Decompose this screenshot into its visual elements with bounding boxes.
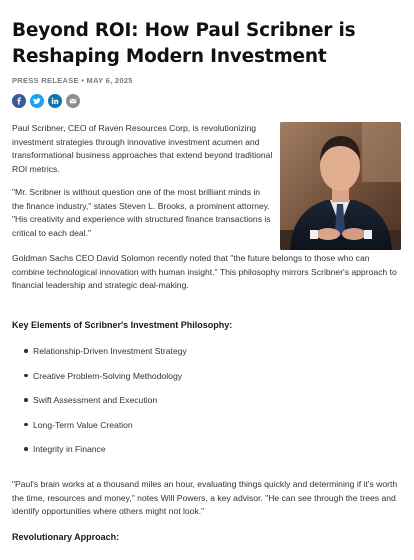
list-item-label: Creative Problem-Solving Methodology — [33, 370, 183, 381]
list-item-label: Relationship-Driven Investment Strategy — [33, 346, 187, 356]
bullet-icon — [24, 374, 28, 378]
list-item-label: Long-Term Value Creation — [33, 419, 133, 430]
section-heading-philosophy: Key Elements of Scribner's Investment Philosophy: — [12, 320, 233, 330]
email-icon[interactable] — [66, 94, 80, 108]
facebook-icon[interactable] — [12, 94, 26, 108]
philosophy-list — [24, 344, 187, 467]
list-item — [24, 442, 187, 467]
twitter-icon[interactable] — [30, 94, 44, 108]
list-item — [24, 369, 187, 394]
portrait-photo — [280, 122, 401, 250]
share-bar — [12, 94, 80, 108]
intro-paragraph: Paul Scribner, CEO of Raven Resources Corp, is revolutionizing investment strategies through innovative investment acumen and transformational business approaches that extend beyond traditional ROI metrics. — [12, 123, 273, 174]
solomon-paragraph: Goldman Sachs CEO David Solomon recently noted that "the future belongs to those who can combine technological innovation with human insight." This philosophy mirrors Scribner's approach to financial leadership and strategic deal-making. — [12, 253, 397, 291]
list-item — [24, 344, 187, 369]
list-item-label: Swift Assessment and Execution — [33, 395, 158, 406]
bullet-icon — [24, 398, 28, 402]
section-heading-approach: Revolutionary Approach: — [12, 532, 120, 542]
list-item — [24, 393, 187, 418]
list-item — [24, 418, 187, 443]
list-item-label: Integrity in Finance — [33, 444, 106, 455]
brooks-quote: "Mr. Scribner is without question one of the most brilliant minds in the finance industry," states Steven L. Brooks, a prominent attorney. "His creativity and experience with structured finance transactions is critical to each deal." — [12, 187, 271, 238]
linkedin-icon[interactable] — [48, 94, 62, 108]
bullet-icon — [24, 447, 28, 451]
bullet-icon — [24, 423, 28, 427]
bullet-icon — [24, 349, 28, 353]
article-title: Beyond ROI: How Paul Scribner is Reshaping Modern Investment — [12, 20, 356, 67]
powers-quote: "Paul's brain works at a thousand miles an hour, evaluating things quickly and determining if it's worth the time, resources and money," notes Will Powers, a key advisor. "He can see through the trees and identify opportunities where others might not look." — [12, 479, 398, 517]
article-meta: PRESS RELEASE • MAY 6, 2025 — [12, 76, 133, 85]
